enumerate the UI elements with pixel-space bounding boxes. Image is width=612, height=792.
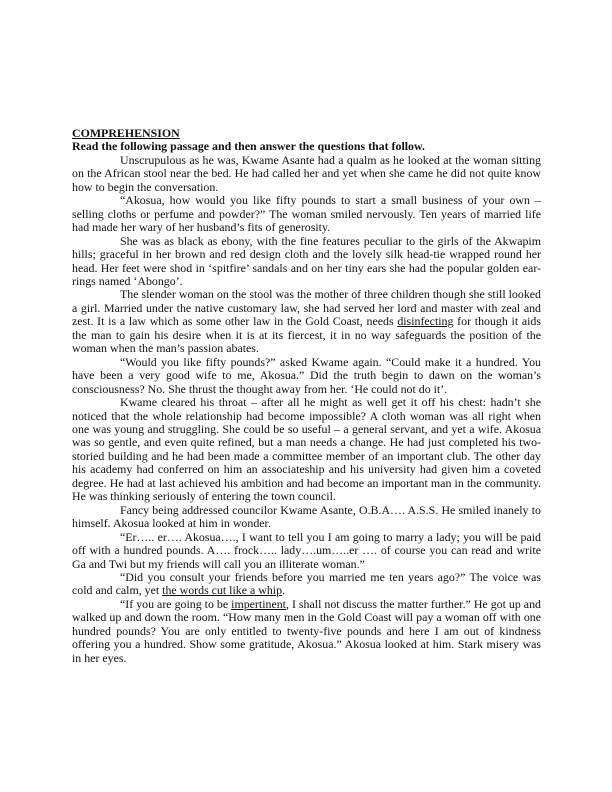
underlined-phrase: impertinent (231, 596, 286, 611)
text-segment: “If you are going to be (120, 596, 232, 611)
text-segment: “Did you consult your friends before you married me ten years ago?” The voice was cold and calm, yet (72, 569, 541, 598)
passage-paragraph (72, 154, 541, 194)
passage-paragraph (72, 235, 541, 289)
passage-paragraph (72, 504, 541, 531)
text-segment: Unscrupulous as he was, Kwame Asante had a qualm as he looked at the woman sitting on the African stool near the bed. He had called her and yet when she came he did not quite know how to begin the conversation. (72, 152, 541, 194)
text-segment: Fancy being addressed councilor Kwame Asante, O.B.A…. A.S.S. He smiled inanely to himself. Akosua looked at him in wonder. (72, 502, 541, 531)
section-title: COMPREHENSION (72, 126, 180, 140)
instruction-text: Read the following passage and then answer the questions that follow. (72, 139, 425, 154)
text-segment: . (282, 583, 285, 598)
document-page (72, 127, 541, 665)
passage-paragraph (72, 288, 541, 355)
text-segment: “Er….. er…. Akosua…., I want to tell you I am going to marry a lady; you will be paid off with a hundred pounds. A…. frock….. lady….um…..er …. of course you can read and write Ga and Twi but my friends will call you an illiterate woman.” (72, 529, 541, 571)
underlined-phrase: disinfecting (397, 314, 454, 329)
underlined-phrase: the words cut like a whip (162, 583, 283, 598)
text-segment: The slender woman on the stool was the mother of three children though she still looked a girl. Married under the native customary law, she had served her lord and master with zeal and zest. It is a law which as some other law in the Gold Coast, needs (72, 287, 541, 329)
passage-paragraph (72, 571, 541, 598)
text-segment: , I shall not discuss the matter further.” He got up and walked up and down the room. “How many men in the Gold Coast will pay a woman off with one hundred pounds? You are only entitled to twenty-five pounds and here I am out of kindness offering you a hundred. Show some gratitude, Akosua.” Akosua looked at him. Stark misery was in her eyes. (72, 596, 541, 665)
text-segment: “Would you like fifty pounds?” asked Kwame again. “Could make it a hundred. You have been a very good wife to me, Akosua.” Did the truth begin to dawn on the woman’s consciousness? No. She thrust the thought away from her. ‘He could not do it’. (72, 354, 541, 396)
text-segment: She was as black as ebony, with the fine features peculiar to the girls of the Akwapim hills; graceful in her brown and red design cloth and the lovely silk head-tie wrapped round her head. Her feet were shod in ‘spitfire’ sandals and on her tiny ears she had the popular golden ear-rings named ‘Abongo’. (72, 233, 541, 288)
text-segment: “Akosua, how would you like fifty pounds to start a small business of your own – selling cloths or perfume and powder?” The woman smiled nervously. Ten years of married life had made her wary of her husband’s fits of generosity. (72, 193, 541, 235)
passage-body (72, 154, 541, 665)
passage-paragraph (72, 598, 541, 665)
passage-paragraph (72, 356, 541, 396)
passage-paragraph (72, 194, 541, 234)
text-segment: for though it aids the man to gain his desire when it is at its fiercest, it in no way safeguards the position of the woman when the man’s passion abates. (72, 314, 542, 356)
passage-paragraph (72, 531, 541, 571)
passage-paragraph (72, 396, 541, 504)
text-segment: Kwame cleared his throat – after all he might as well get it off his chest: hadn’t she noticed that the whole relationship had become impossible? A cloth woman was all right when one was young and struggling. She could be so useful – a general servant, and yet a wife. Akosua was so gentle, and even quite refined, but a man needs a change. He had just completed his two-storied building and he had been made a committee member of an important club. The other day his academy had conferred on him an associateship and his university had given him a coveted degree. He had at last achieved his ambition and had become an important man in the community. He was thinking seriously of entering the town council. (72, 395, 541, 504)
